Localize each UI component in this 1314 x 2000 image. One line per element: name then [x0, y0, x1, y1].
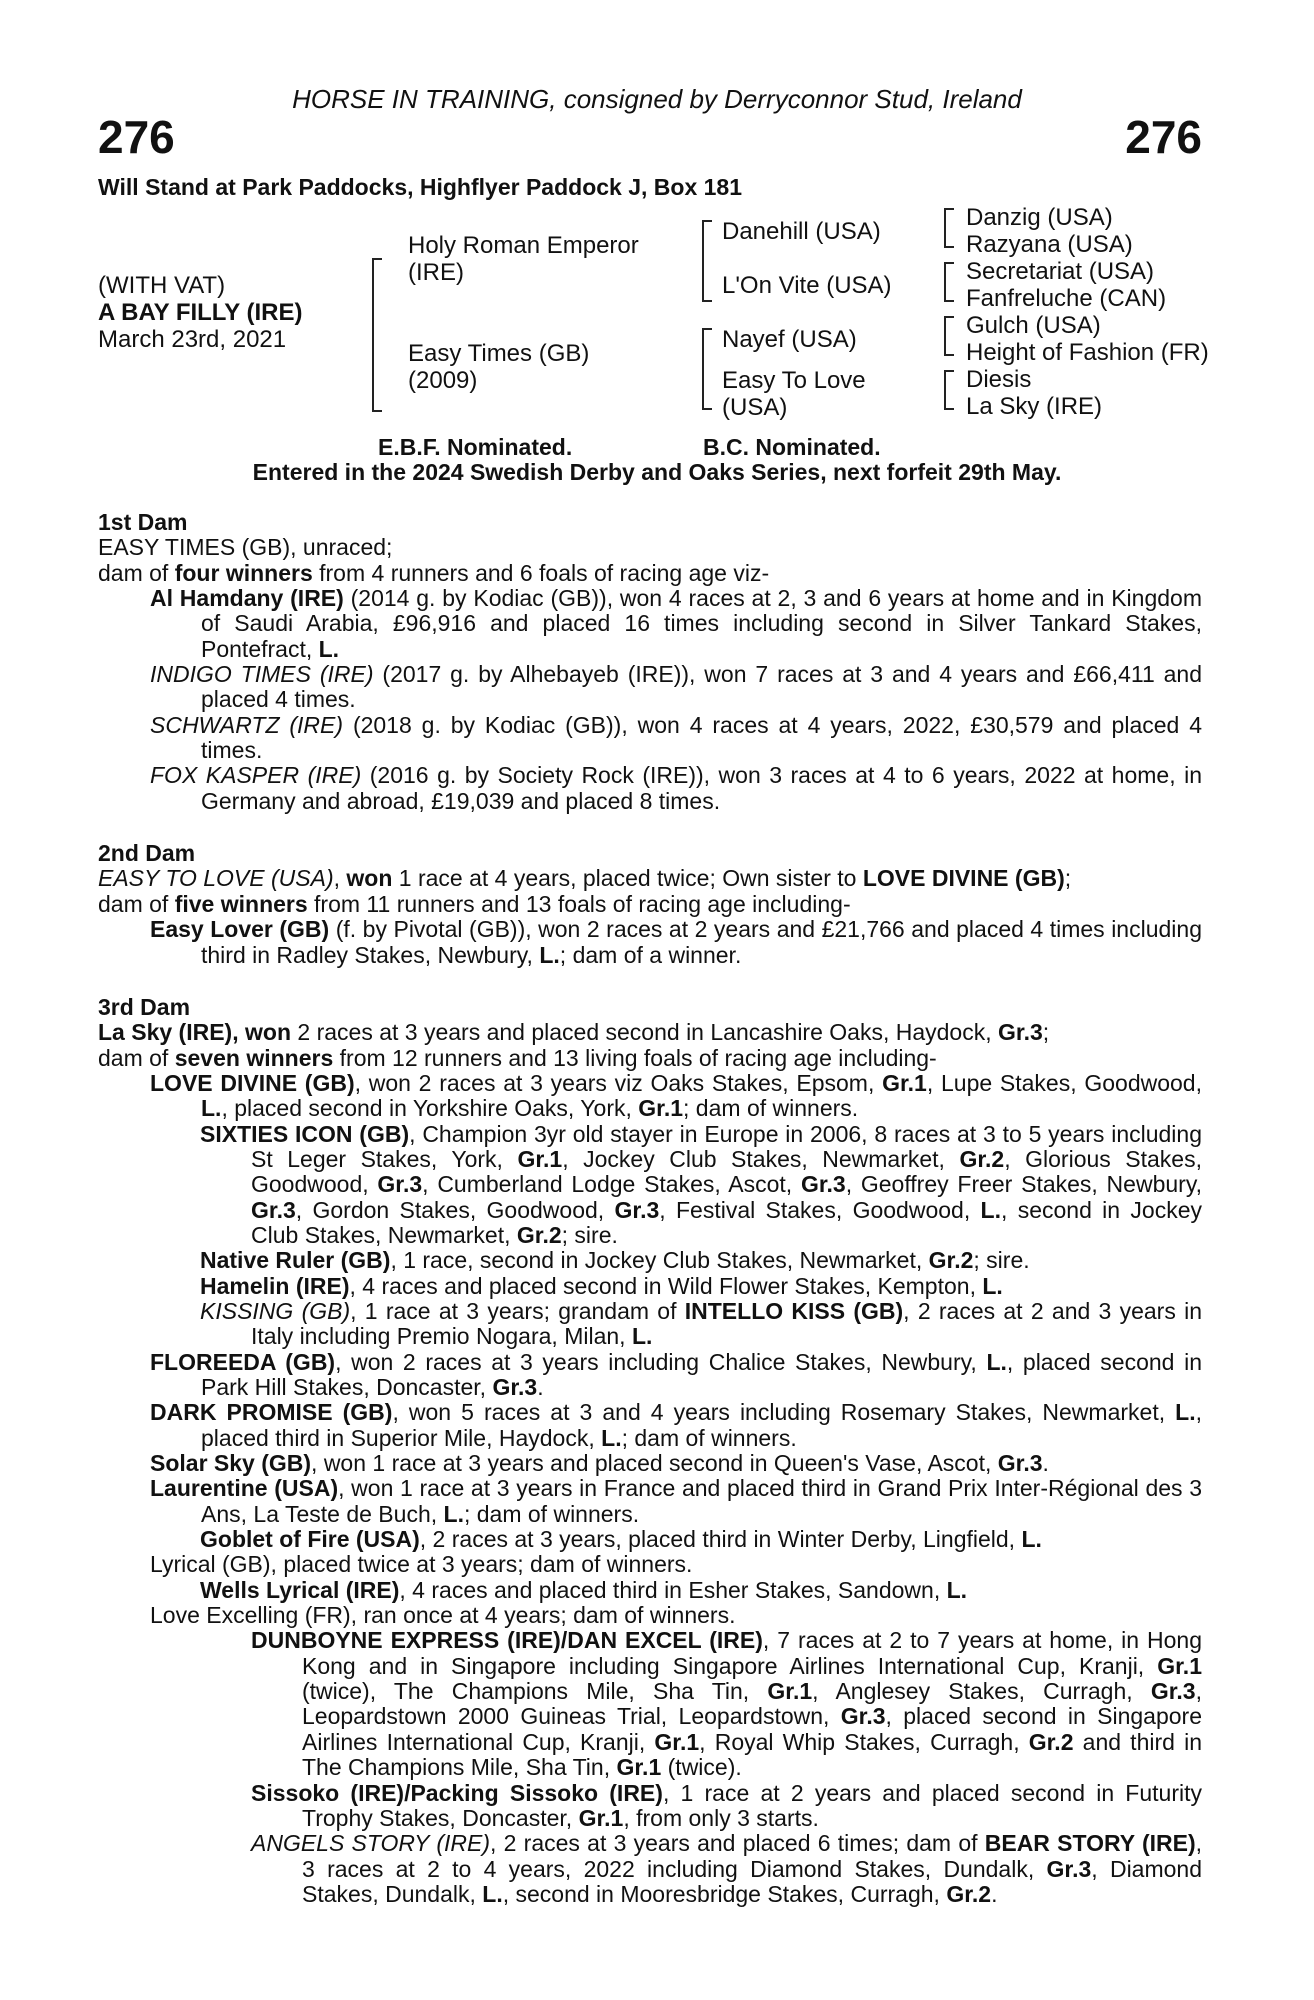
list-item: Goblet of Fire (USA), 2 races at 3 years, placed third in Winter Derby, Lingfield, L.: [200, 1526, 1042, 1553]
list-item: Laurentine (USA), won 1 race at 3 years in France and placed third in Grand Prix Inter-Régional des 3 Ans, La Teste de Buch, L.; dam of winners.: [150, 1475, 1202, 1527]
list-item: ANGELS STORY (IRE), 2 races at 3 years and placed 6 times; dam of BEAR STORY (IRE), 3 races at 2 to 4 years, 2022 including Diamond Stakes, Dundalk, Gr.3, Diamond Stakes, Dundalk, L., second in Mooresbridge Stakes, Curragh, Gr.2.: [251, 1830, 1203, 1907]
lot-number-left: 276: [98, 111, 175, 163]
dam-dam: Easy To Love (USA): [722, 367, 866, 421]
sire-dam: L'On Vite (USA): [722, 272, 892, 299]
vat-note: (WITH VAT): [98, 272, 226, 299]
list-item: LOVE DIVINE (GB), won 2 races at 3 years viz Oaks Stakes, Epsom, Gr.1, Lupe Stakes, Goodwood, L., placed second in Yorkshire Oaks, York, Gr.1; dam of winners.: [150, 1069, 1202, 1122]
second-dam-line: EASY TO LOVE (USA), won 1 race at 4 years, placed twice; Own sister to LOVE DIVINE (GB);: [98, 865, 1072, 892]
ebf-nomination: E.B.F. Nominated.: [378, 434, 573, 460]
first-dam-heading: 1st Dam: [98, 509, 188, 535]
stand-location: Will Stand at Park Paddocks, Highflyer Paddock J, Box 181: [98, 174, 742, 200]
brace-2b: [702, 328, 712, 410]
third-dam-summary: dam of seven winners from 12 runners and 13 living foals of racing age including-: [98, 1044, 937, 1071]
g3-6: Height of Fashion (FR): [966, 339, 1209, 366]
g3-5: Gulch (USA): [966, 312, 1101, 339]
g3-2: Razyana (USA): [966, 231, 1133, 258]
list-item: Solar Sky (GB), won 1 race at 3 years and placed second in Queen's Vase, Ascot, Gr.3.: [150, 1450, 1049, 1477]
second-dam-summary: dam of five winners from 11 runners and 13 foals of racing age including-: [98, 890, 851, 917]
lot-number-right: 276: [1125, 111, 1202, 163]
second-dam-heading: 2nd Dam: [98, 840, 196, 867]
list-item: Love Excelling (FR), ran once at 4 years; dam of winners.: [150, 1602, 736, 1629]
brace-1: [372, 258, 382, 412]
sire: Holy Roman Emperor (IRE): [408, 232, 639, 286]
third-dam-heading: 3rd Dam: [98, 993, 191, 1020]
horse-name: A BAY FILLY (IRE): [98, 299, 303, 326]
list-item: Easy Lover (GB) (f. by Pivotal (GB)), won 2 races at 2 years and £21,766 and placed 4 times including third in Radley Stakes, Newbury, L.; dam of a winner.: [150, 916, 1202, 968]
list-item: Wells Lyrical (IRE), 4 races and placed third in Esher Stakes, Sandown, L.: [200, 1576, 968, 1603]
sire-sire: Danehill (USA): [722, 218, 881, 245]
catalogue-body: [98, 510, 1202, 1907]
first-dam-summary: dam of four winners from 4 runners and 6 foals of racing age viz-: [98, 559, 770, 586]
brace-2a: [702, 220, 712, 302]
dam: Easy Times (GB) (2009): [408, 340, 590, 394]
list-item: DUNBOYNE EXPRESS (IRE)/DAN EXCEL (IRE), 7 races at 2 to 7 years at home, in Hong Kong and in Singapore including Singapore Airlines International Cup, Kranji, Gr.1 (twice), The Champions Mile, Sha Tin, Gr.1, Anglesey Stakes, Curragh, Gr.3, Leopardstown 2000 Guineas Trial, Leopardstown, Gr.3, placed second in Singapore Airlines International Cup, Kranji, Gr.1, Royal Whip Stakes, Curragh, Gr.2 and third in The Champions Mile, Sha Tin, Gr.1 (twice).: [251, 1627, 1203, 1781]
dam-sire: Nayef (USA): [722, 326, 857, 353]
list-item: Lyrical (GB), placed twice at 3 years; dam of winners.: [150, 1551, 693, 1578]
g3-3: Secretariat (USA): [966, 258, 1155, 285]
horse-dob: March 23rd, 2021: [98, 326, 287, 353]
list-item: FLOREEDA (GB), won 2 races at 3 years including Chalice Stakes, Newbury, L., placed second in Park Hill Stakes, Doncaster, Gr.3.: [150, 1348, 1202, 1400]
brace-3d: [944, 370, 954, 410]
brace-3a: [944, 208, 954, 248]
list-item: Hamelin (IRE), 4 races and placed second in Wild Flower Stakes, Kempton, L.: [200, 1272, 1003, 1299]
g3-7: Diesis: [966, 366, 1032, 393]
entered-note: Entered in the 2024 Swedish Derby and Oaks Series, next forfeit 29th May.: [252, 459, 1062, 485]
g3-1: Danzig (USA): [966, 204, 1113, 231]
list-item: Native Ruler (GB), 1 race, second in Jockey Club Stakes, Newmarket, Gr.2; sire.: [200, 1247, 1030, 1274]
list-item: FOX KASPER (IRE) (2016 g. by Society Rock (IRE)), won 3 races at 4 to 6 years, 2022 at home, in Germany and abroad, £19,039 and placed 8 times.: [150, 762, 1202, 814]
brace-3b: [944, 262, 954, 302]
bc-nomination: B.C. Nominated.: [703, 434, 881, 460]
list-item: SCHWARTZ (IRE) (2018 g. by Kodiac (GB)), won 4 races at 4 years, 2022, £30,579 and placed 4 times.: [150, 711, 1202, 764]
list-item: KISSING (GB), 1 race at 3 years; grandam of INTELLO KISS (GB), 2 races at 2 and 3 years in Italy including Premio Nogara, Milan, L.: [200, 1297, 1203, 1350]
consignor-header: HORSE IN TRAINING, consigned by Derryconnor Stud, Ireland: [292, 84, 1022, 114]
g3-4: Fanfreluche (CAN): [966, 285, 1167, 312]
list-item: SIXTIES ICON (GB), Champion 3yr old stayer in Europe in 2006, 8 races at 3 to 5 years including St Leger Stakes, York, Gr.1, Jockey Club Stakes, Newmarket, Gr.2, Glorious Stakes, Goodwood, Gr.3, Cumberland Lodge Stakes, Ascot, Gr.3, Geoffrey Freer Stakes, Newbury, Gr.3, Gordon Stakes, Goodwood, Gr.3, Festival Stakes, Goodwood, L., second in Jockey Club Stakes, Newmarket, Gr.2; sire.: [200, 1120, 1203, 1248]
first-dam-line: EASY TIMES (GB), unraced;: [98, 534, 393, 561]
third-dam-line: La Sky (IRE), won 2 races at 3 years and placed second in Lancashire Oaks, Haydock, Gr.3;: [98, 1019, 1050, 1046]
brace-3c: [944, 316, 954, 356]
list-item: INDIGO TIMES (IRE) (2017 g. by Alhebayeb (IRE)), won 7 races at 3 and 4 years and £66,411 and placed 4 times.: [150, 661, 1203, 713]
list-item: DARK PROMISE (GB), won 5 races at 3 and 4 years including Rosemary Stakes, Newmarket, L., placed third in Superior Mile, Haydock, L.; dam of winners.: [150, 1399, 1202, 1451]
list-item: Al Hamdany (IRE) (2014 g. by Kodiac (GB)), won 4 races at 2, 3 and 6 years at home and in Kingdom of Saudi Arabia, £96,916 and placed 16 times including second in Silver Tankard Stakes, Pontefract, L.: [150, 585, 1202, 662]
g3-8: La Sky (IRE): [966, 393, 1103, 420]
list-item: Sissoko (IRE)/Packing Sissoko (IRE), 1 race at 2 years and placed second in Futurity Trophy Stakes, Doncaster, Gr.1, from only 3 starts.: [251, 1779, 1202, 1831]
